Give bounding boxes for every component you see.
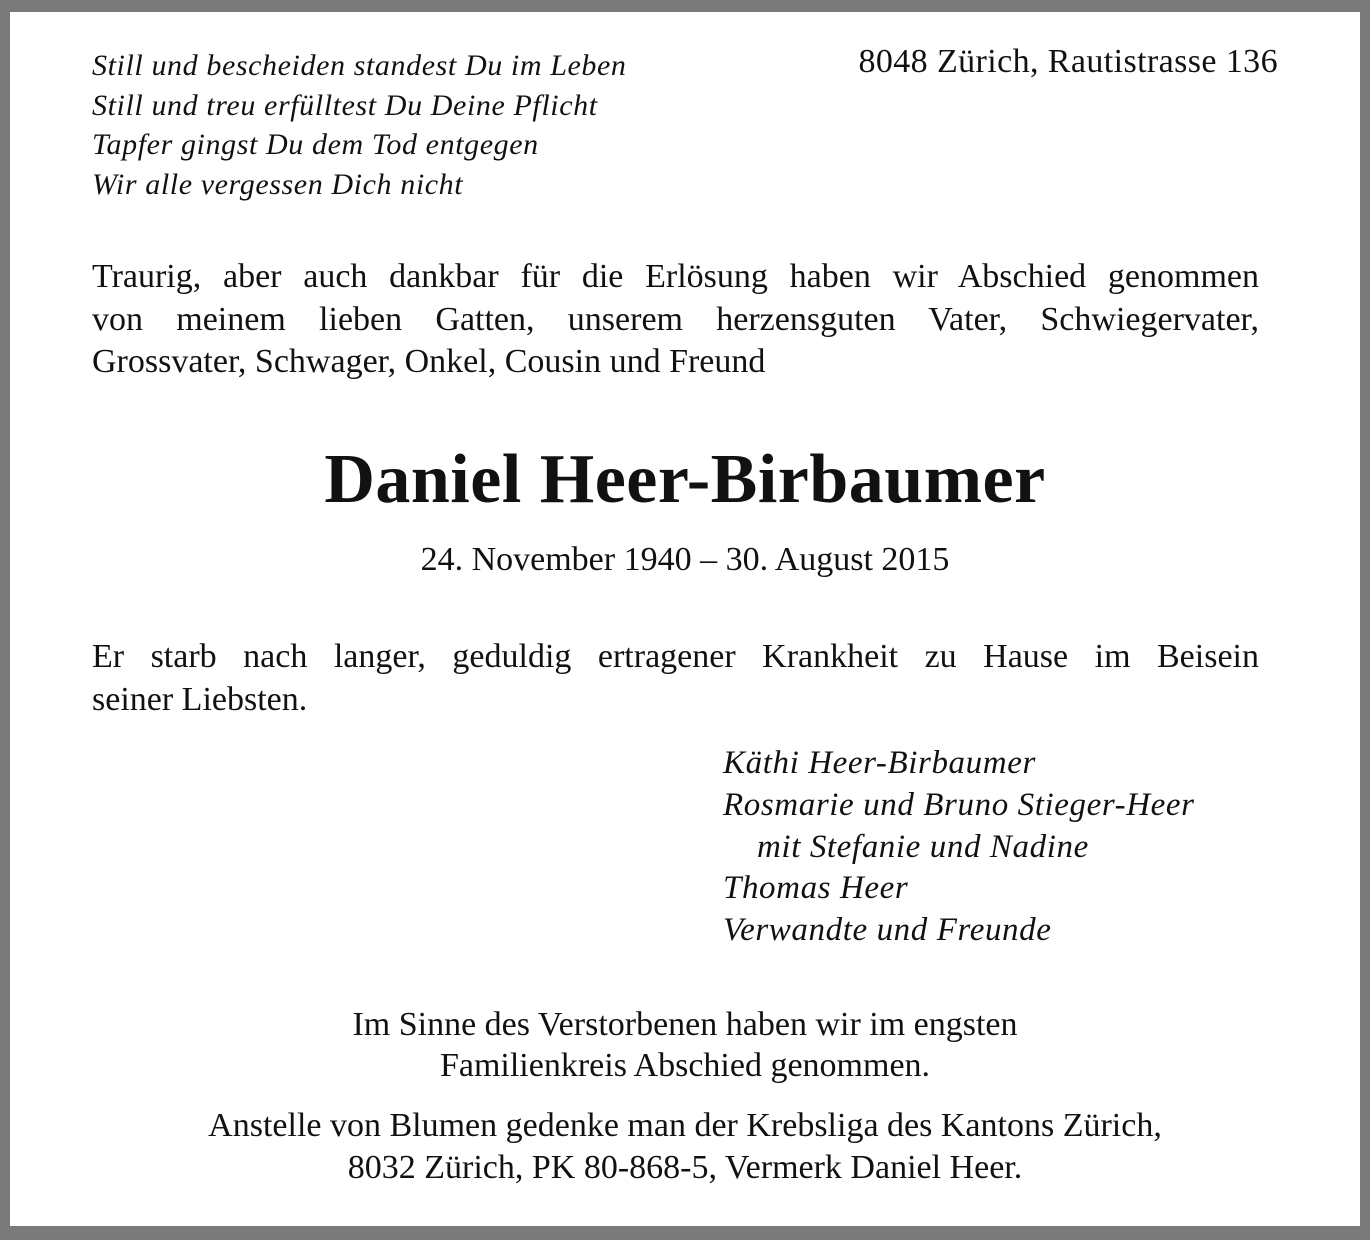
closing-statement	[0, 1004, 1370, 1086]
mourner-line: Käthi Heer-Birbaumer	[723, 745, 1036, 781]
poem-line: Tapfer gingst Du dem Tod entgegen	[92, 128, 539, 161]
intro-line: von meinem lieben Gatten, unserem herzensguten Vater, Schwiegervater,	[92, 300, 1259, 338]
closing-line: Im Sinne des Verstorbenen haben wir im engsten	[352, 1006, 1018, 1043]
closing-line: Familienkreis Abschied genommen.	[439, 1047, 931, 1084]
deceased-name: Daniel Heer-Birbaumer	[324, 441, 1046, 518]
death-line: Er starb nach langer, geduldig ertragener Krankheit zu Hause im Beisein	[92, 638, 1259, 675]
mourner-line: mit Stefanie und Nadine	[757, 828, 1089, 865]
intro-line: Traurig, aber auch dankbar für die Erlösung haben wir Abschied genommen	[92, 258, 1259, 295]
intro-line: Grossvater, Schwager, Onkel, Cousin und Freund	[92, 343, 766, 380]
donation-line: Anstelle von Blumen gedenke man der Krebsliga des Kantons Zürich,	[208, 1107, 1162, 1144]
mourner-line: Rosmarie und Bruno Stieger-Heer	[723, 786, 1195, 823]
mourner-line: Thomas Heer	[723, 870, 909, 907]
poem-line: Wir alle vergessen Dich nicht	[92, 167, 464, 201]
donation-line: 8032 Zürich, PK 80-868-5, Vermerk Daniel Heer.	[347, 1149, 1023, 1186]
poem-line: Still und bescheiden standest Du im Leben	[92, 49, 627, 82]
memorial-poem	[92, 46, 627, 204]
death-line: seiner Liebsten.	[92, 680, 308, 718]
life-dates: 24. November 1940 – 30. August 2015	[420, 541, 950, 578]
family-address: 8048 Zürich, Rautistrasse 136	[858, 43, 1278, 80]
intro-paragraph	[92, 256, 1259, 384]
donation-note	[0, 1105, 1370, 1189]
mourner-line: Verwandte und Freunde	[723, 912, 1052, 949]
death-statement	[92, 636, 1259, 721]
mourners-list	[723, 743, 1195, 952]
poem-line: Still und treu erfülltest Du Deine Pflicht	[92, 88, 598, 122]
